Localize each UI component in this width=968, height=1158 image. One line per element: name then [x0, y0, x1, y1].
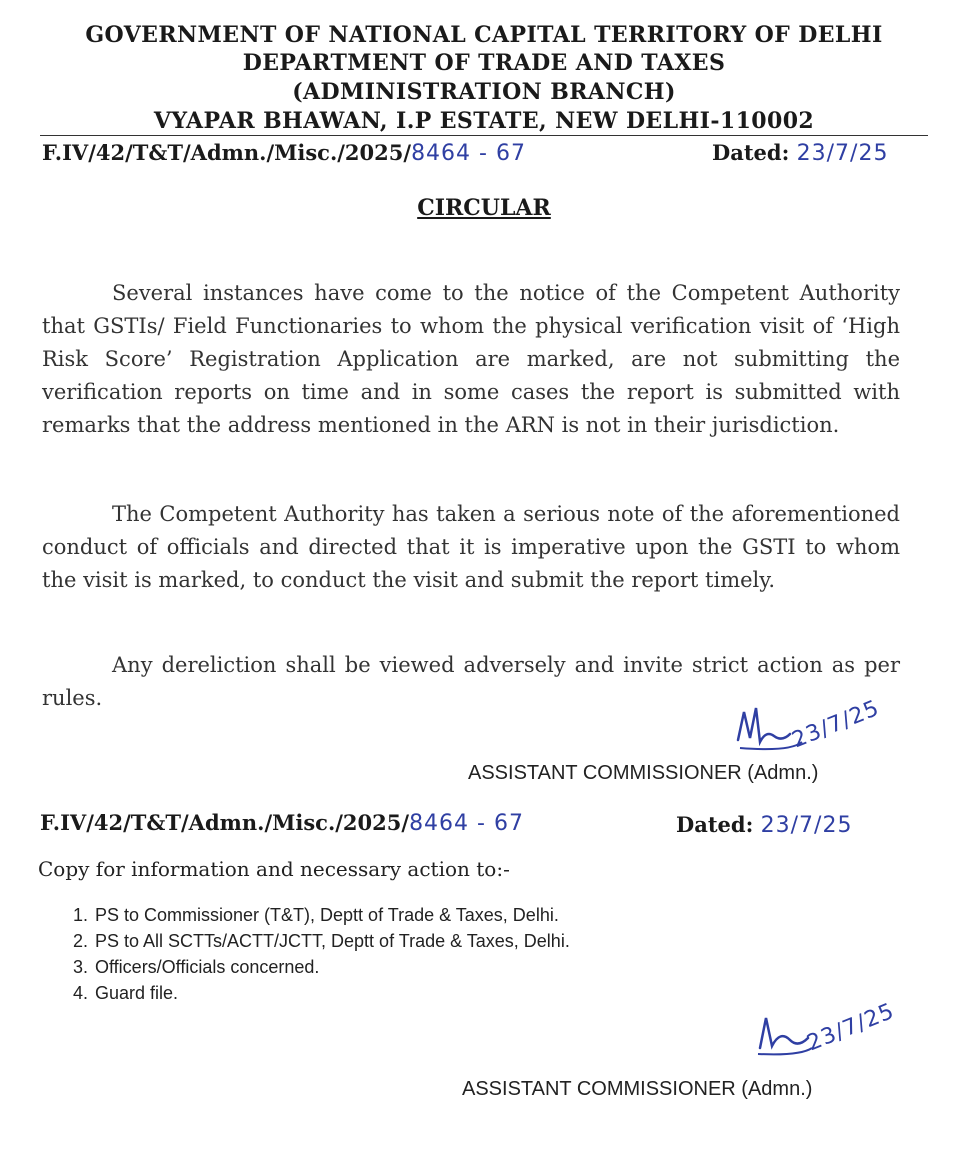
paragraph-3: Any dereliction shall be viewed adversely and invite strict action as per rules.: [42, 653, 900, 710]
handwritten-date-2: 23/7/25: [760, 813, 853, 838]
date-reference-2: [676, 812, 852, 838]
handwritten-file-number-2: 8464 - 67: [409, 811, 524, 836]
header-government: GOVERNMENT OF NATIONAL CAPITAL TERRITORY OF DELHI: [85, 22, 883, 48]
copy-list: [38, 902, 570, 1006]
paragraph-1: Several instances have come to the notice of the Competent Authority that GSTIs/ Field Functionaries to whom the physical verification visit of ‘High Risk Score’ Registration Application are marked, are not submitting the verification reports on time and in some cases the report is submitted with remarks that the address mentioned in the ARN is not in their jurisdiction.: [42, 281, 900, 437]
file-number: F.IV/42/T&T/Admn./Misc./2025/: [42, 140, 412, 165]
header-branch: (ADMINISTRATION BRANCH): [292, 79, 676, 105]
signature-2-date: 23/7/25: [803, 998, 899, 1057]
circular-title: CIRCULAR: [417, 195, 551, 221]
file-reference-2: [40, 810, 524, 836]
handwritten-file-number: 8464 - 67: [411, 141, 526, 166]
signature-1-date: 23/7/25: [788, 695, 884, 754]
header-address: VYAPAR BHAWAN, I.P ESTATE, NEW DELHI-110002: [153, 108, 815, 134]
designation-1: ASSISTANT COMMISSIONER (Admn.): [468, 762, 819, 784]
list-item: 2. PS to All SCTTs/ACTT/JCTT, Deptt of Trade & Taxes, Delhi.: [93, 928, 570, 954]
list-item: 3. Officers/Officials concerned.: [93, 954, 570, 980]
handwritten-date: 23/7/25: [796, 141, 889, 166]
header-divider: [40, 135, 928, 136]
designation-2: ASSISTANT COMMISSIONER (Admn.): [462, 1078, 813, 1100]
dated-label: Dated:: [712, 140, 790, 165]
paragraph-2: The Competent Authority has taken a serious note of the aforementioned conduct of officials and directed that it is imperative upon the GSTI to whom the visit is marked, to conduct the visit and submit the report timely.: [42, 502, 900, 592]
copy-intro: Copy for information and necessary action to:-: [38, 857, 510, 881]
date-reference: [712, 140, 888, 166]
file-number-2: F.IV/42/T&T/Admn./Misc./2025/: [40, 810, 410, 835]
header-department: DEPARTMENT OF TRADE AND TAXES: [242, 50, 726, 76]
list-item: 1. PS to Commissioner (T&T), Deptt of Trade & Taxes, Delhi.: [93, 902, 570, 928]
list-item: 4. Guard file.: [93, 980, 570, 1006]
file-reference: [42, 140, 526, 166]
dated-label-2: Dated:: [676, 812, 754, 837]
